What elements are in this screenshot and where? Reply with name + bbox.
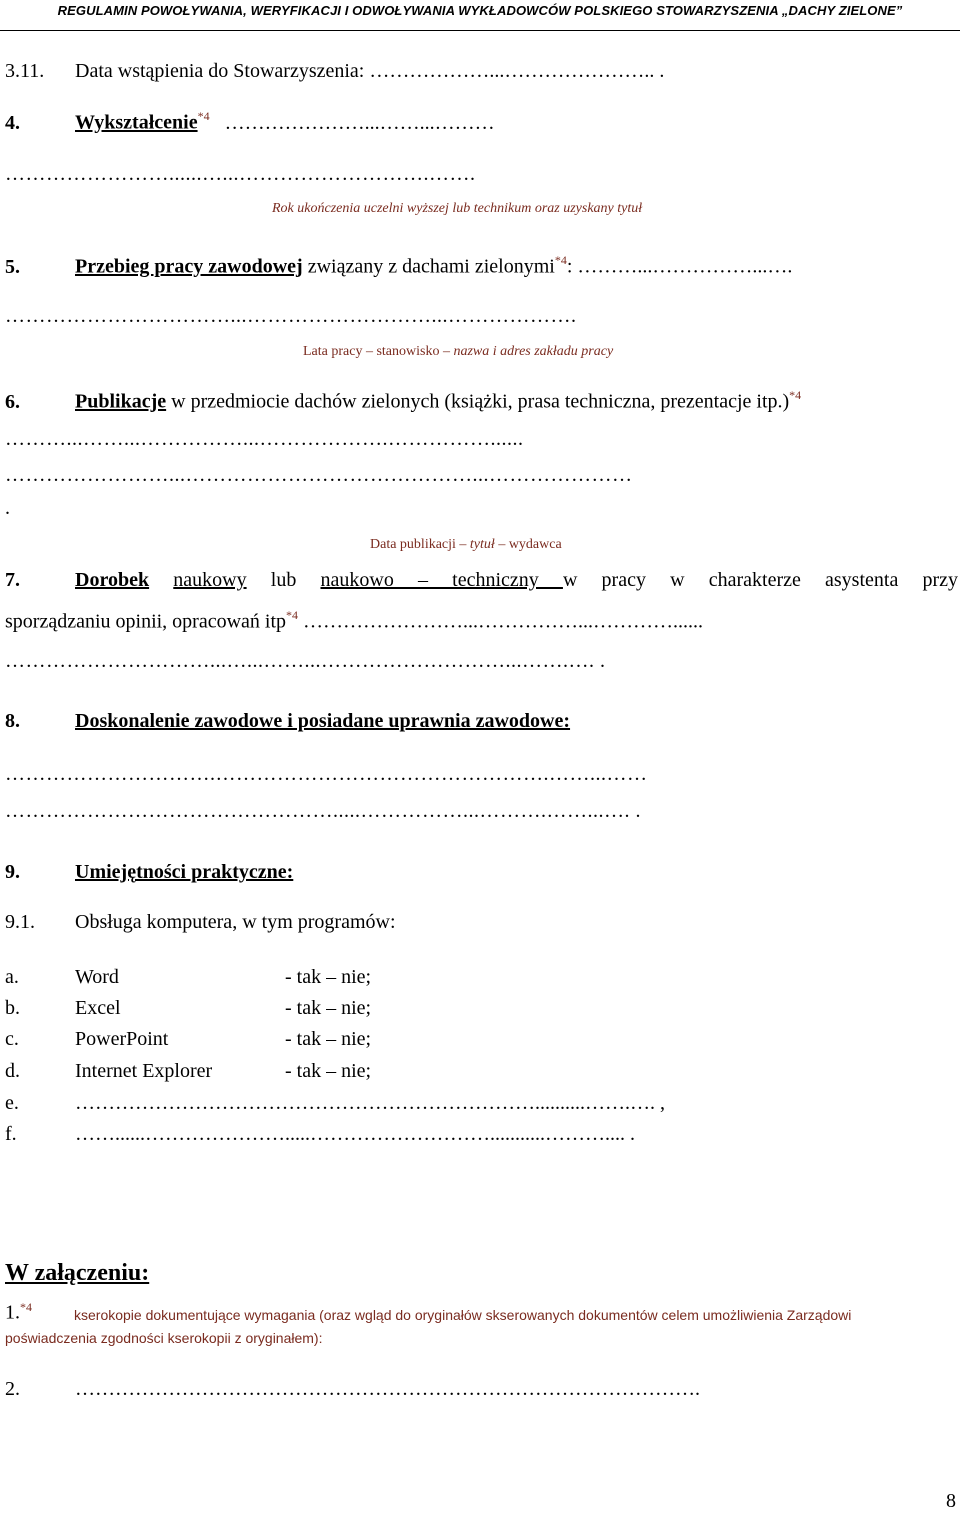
section-number: 7. [5,569,20,591]
footnote-ref: *4 [286,608,299,622]
section-5 [5,254,792,279]
fill-line: …………………………...…...……...………………………...…….…. . [5,650,606,672]
word-dorobek: Dorobek [75,569,150,591]
section-number: 9.1. [5,911,35,933]
item-number: 2. [5,1378,20,1400]
fill-dots: ……………………………………………………………..........…….…. , [75,1092,665,1114]
program-name: PowerPoint [75,1028,169,1050]
footnote-ref: *4 [197,109,210,123]
item-number: 1. [5,1301,20,1324]
attachment-item-1-text: kserokopie dokumentujące wymagania (oraz wgląd do oryginałów skserowanych dokumentów celem umożliwienia Zarządowi [74,1307,852,1323]
item-letter: e. [5,1092,19,1114]
program-choice: - tak – nie; [285,966,372,988]
section-7-line2 [5,609,703,634]
item-letter: f. [5,1123,17,1145]
item-letter: d. [5,1060,20,1082]
word-naukowy: naukowy [173,569,247,591]
section-label-rest: w przedmiocie dachów zielonych (książki, prasa techniczna, prezentacje itp.) [166,390,790,413]
fill-end: . [5,497,10,519]
program-item-other-e [5,1092,665,1115]
program-choice: - tak – nie; [285,997,372,1019]
attachments-title: W załączeniu: [5,1260,150,1286]
program-item-powerpoint [5,1028,371,1051]
field-caption: Data publikacji – tytuł – wydawca [370,537,562,552]
section-label: Obsługa komputera, w tym programów: [75,911,396,933]
section-number: 3.11. [5,60,45,82]
footnote-ref: *4 [789,388,802,402]
header-rule [0,30,960,31]
section-number: 6. [5,390,20,413]
item-letter: b. [5,997,20,1019]
program-item-word [5,966,371,989]
attachment-item-1-text-cont: poświadczenia zgodności kserokopii z oryginałem): [5,1330,323,1346]
program-choice: - tak – nie; [285,1060,372,1082]
fill-line: ……………………......…...……………………….……. [5,163,476,185]
section-label: Doskonalenie zawodowe i posiadane uprawnia zawodowe: [75,710,571,732]
section-8 [5,710,570,733]
section-label: Umiejętności praktyczne: [75,861,294,883]
section-label-cont: sporządzaniu opinii, opracowań itp [5,610,287,633]
program-name: Internet Explorer [75,1060,213,1082]
attachment-item-1 [5,1301,32,1324]
fill-line: ………………………………………….....……………...……….……...…. . [5,800,641,822]
item-letter: a. [5,966,19,988]
section-9 [5,861,293,884]
section-label: Wykształcenie [75,111,198,134]
word-lub: lub [270,569,297,591]
fill-line: ……………………...……………………………………...………………… [5,464,633,486]
section-3-11 [5,60,664,83]
fill-dots: …………………………………………………………………………………. [75,1378,700,1400]
fill-line: ………………………….………………………………………….……...…… [5,763,648,785]
section-label-rest: w pracy w charakterze asystenta przy [562,569,959,591]
word-naukowo-techniczny: naukowo – techniczny [320,569,563,591]
section-number: 4. [5,111,20,134]
page-header: REGULAMIN POWOŁYWANIA, WERYFIKACJI I ODWOŁYWANIA WYKŁADOWCÓW POLSKIEGO STOWARZYSZENIA „DACHY ZIELONE” [57,3,903,18]
fill-line: ………...……...……………...……………….……………...... [5,428,524,450]
item-letter: c. [5,1028,19,1050]
fill-dots: ………...……………...…. [577,255,793,278]
program-item-internet-explorer [5,1060,371,1083]
fill-line: ……………………………...………………………...………………. [5,305,577,327]
section-number: 8. [5,710,20,732]
program-name: Word [75,966,119,988]
section-label: Data wstąpienia do Stowarzyszenia: [75,60,365,82]
program-item-excel [5,997,371,1020]
fill-dots: ………………...………………….. . [369,60,665,82]
fill-dots: ……………………...……………...…………...... [303,610,704,633]
field-caption: Lata pracy – stanowisko – nazwa i adres zakładu pracy [303,344,614,359]
fill-dots: …………………...……...……… [224,111,495,134]
fill-dots: ……......………………….....………………………...........……….... . [75,1123,635,1145]
section-7-line1 [5,569,958,592]
page-number: 8 [946,1490,956,1512]
program-name: Excel [75,997,121,1019]
section-9-1 [5,911,396,934]
field-caption: Rok ukończenia uczelni wyższej lub technikum oraz uzyskany tytuł [272,201,643,216]
section-label-rest: związany z dachami zielonymi [302,255,555,278]
program-item-other-f [5,1123,635,1146]
section-label-underlined: Przebieg pracy zawodowej [75,255,303,278]
section-6 [5,389,801,414]
section-label-underlined: Publikacje [75,390,167,413]
attachment-item-2 [5,1378,700,1401]
section-number: 5. [5,255,20,278]
section-4 [5,110,495,135]
footnote-ref: *4 [554,253,567,267]
footnote-ref: *4 [20,1300,32,1314]
section-number: 9. [5,861,20,883]
colon: : [566,255,573,278]
program-choice: - tak – nie; [285,1028,372,1050]
